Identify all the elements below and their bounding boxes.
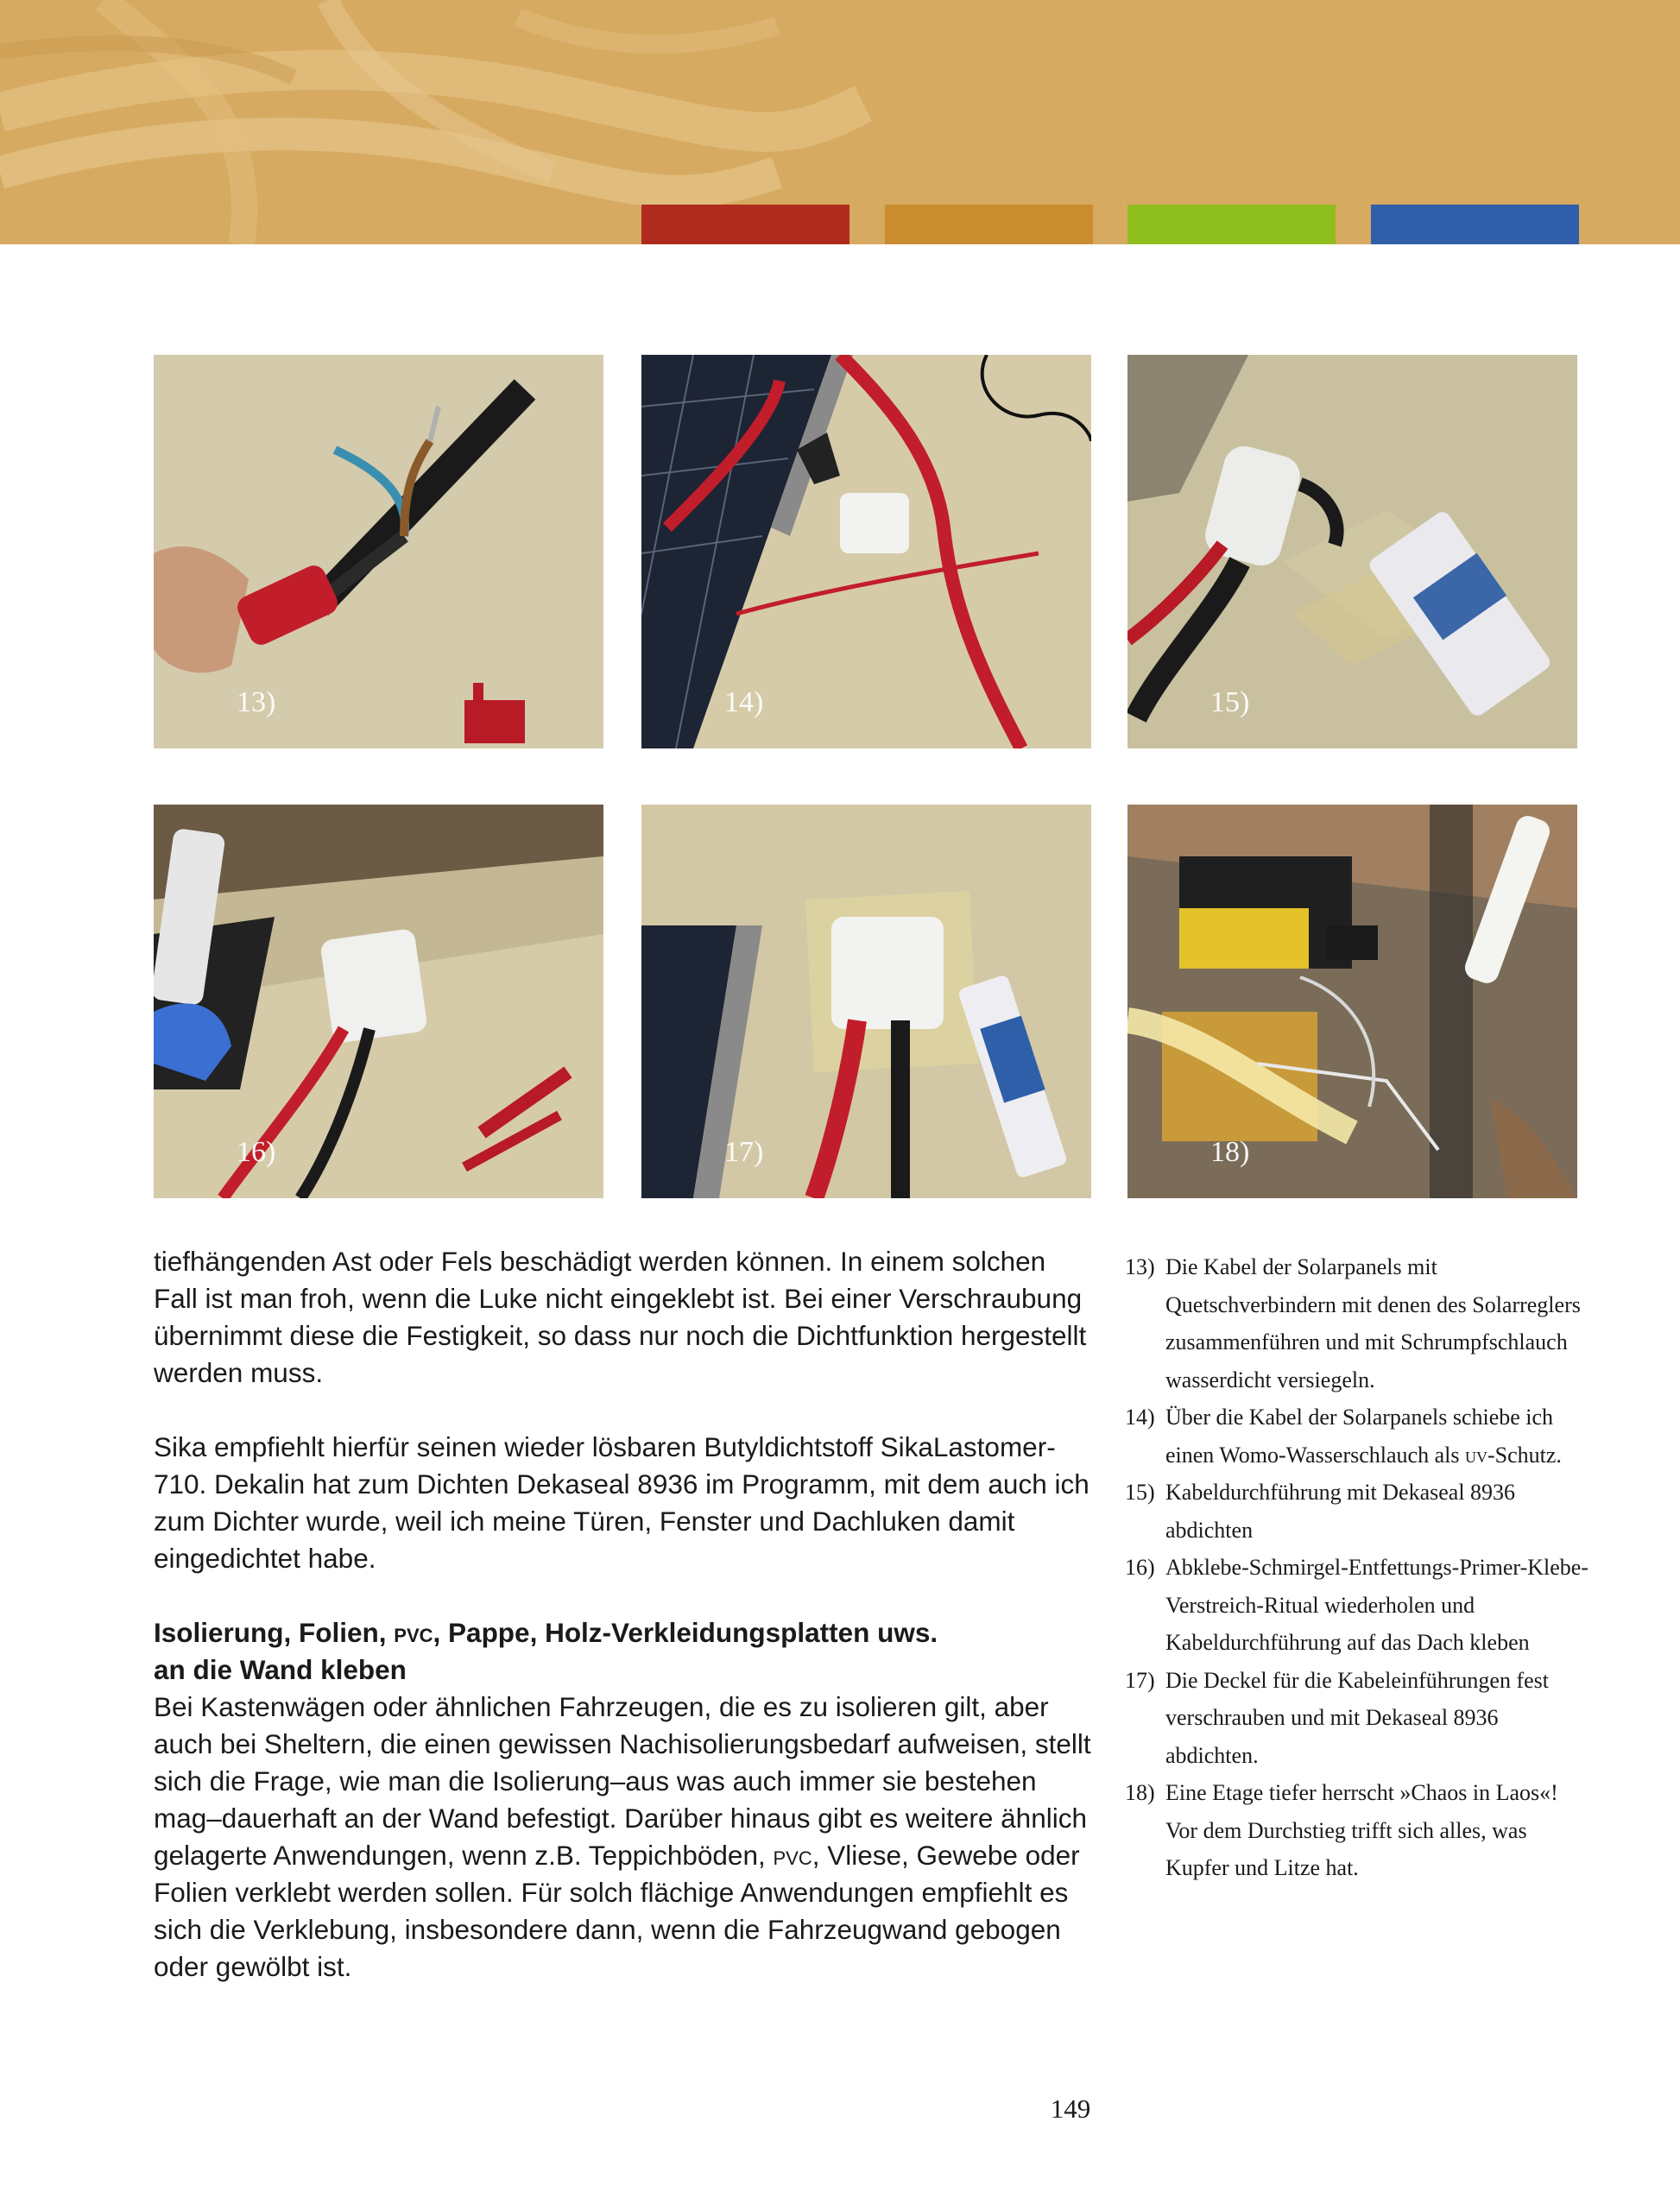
heading-part: Isolierung, Folien, — [154, 1617, 395, 1648]
section-heading — [154, 1614, 1095, 1689]
caption-16 — [1125, 1549, 1591, 1662]
paragraph-part: , Vliese, Gewebe oder Folien verklebt werden sollen. Für solch flächige Anwendungen empfiehlt es sich die Verklebung, insbesondere dann, wenn die Fahrzeugwand gebogen oder gewölbt ist. — [154, 1840, 1080, 1982]
caption-number: 17) — [1125, 1667, 1155, 1693]
caption-number: 13) — [1125, 1254, 1155, 1279]
photo-label: 16) — [237, 1136, 276, 1168]
heading-part: , Pappe, Holz-Verkleidungsplatten uws. — [433, 1617, 938, 1648]
photo-label: 17) — [724, 1136, 764, 1168]
photo-15 — [1127, 355, 1577, 748]
body-paragraph: tiefhängenden Ast oder Fels beschädigt werden können. In einem solchen Fall ist man froh, wenn die Luke nicht eingeklebt ist. Bei einer Verschraubung übernimmt diese die Festigkeit, so dass nur noch die Dichtfunktion hergestellt werden muss. — [154, 1246, 1087, 1388]
photo-label: 15) — [1210, 686, 1250, 718]
caption-text: Abklebe-Schmirgel-Entfettungs-Primer-Klebe-Verstreich-Ritual wiederholen und Kabeldurchführung auf das Dach kleben — [1165, 1555, 1588, 1655]
heading-part: an die Wand kleben — [154, 1654, 407, 1685]
page-number: 149 — [1050, 2093, 1091, 2124]
photo-18 — [1127, 805, 1577, 1198]
photo-14 — [641, 355, 1091, 748]
paragraph-part: Bei Kastenwägen oder ähnlichen Fahrzeugen, die es zu isolieren gilt, aber auch bei Sheltern, die einen gewissen Nachisolierungsbedarf aufweisen, stellt sich die Frage, wie man die Isolierung–aus was auch immer sie bestehen mag–dauerhaft an der Wand befestigt. Darüber hinaus gibt es weitere ähnlich gelagerte Anwendungen, wenn z.B. Teppichböden, — [154, 1691, 1091, 1871]
heading-part: pvc — [394, 1617, 433, 1648]
caption-number: 14) — [1125, 1405, 1155, 1430]
caption-part: -Schutz. — [1487, 1442, 1562, 1468]
photo-captions — [1125, 1248, 1591, 1887]
caption-number: 15) — [1125, 1480, 1155, 1505]
color-tab-green — [1127, 205, 1336, 244]
color-tab-orange — [885, 205, 1093, 244]
color-tab-red — [641, 205, 849, 244]
caption-part: uv — [1464, 1442, 1487, 1468]
caption-text: Kabeldurchführung mit Dekaseal 8936 abdichten — [1165, 1480, 1516, 1543]
photo-label: 14) — [724, 686, 764, 718]
caption-text: Die Deckel für die Kabeleinführungen fest verschrauben und mit Dekaseal 8936 abdichten. — [1165, 1667, 1549, 1768]
caption-13 — [1125, 1248, 1591, 1399]
caption-number: 16) — [1125, 1555, 1155, 1580]
caption-number: 18) — [1125, 1780, 1155, 1805]
caption-text: Die Kabel der Solarpanels mit Quetschverbindern mit denen des Solarreglers zusammenführen und mit Schrumpfschlauch wasserdicht versiegeln. — [1165, 1254, 1581, 1392]
body-text — [154, 1243, 1095, 1986]
caption-17 — [1125, 1662, 1591, 1775]
photo-16 — [154, 805, 603, 1198]
caption-15 — [1125, 1474, 1591, 1549]
color-tab-blue — [1371, 205, 1579, 244]
header-banner — [0, 0, 1680, 244]
photo-label: 18) — [1210, 1136, 1250, 1168]
photo-17 — [641, 805, 1091, 1198]
photo-13 — [154, 355, 603, 748]
photo-label: 13) — [237, 686, 276, 718]
caption-part: Über die Kabel der Solarpanels schiebe ich einen Womo-Wasserschlauch als — [1165, 1405, 1554, 1468]
caption-text: Eine Etage tiefer herrscht »Chaos in Laos«! Vor dem Durchstieg trifft sich alles, was Kupfer und Litze hat. — [1165, 1780, 1558, 1880]
body-paragraph — [154, 1689, 1095, 1986]
paragraph-part: pvc — [773, 1840, 812, 1871]
caption-text — [1165, 1399, 1591, 1474]
caption-18 — [1125, 1774, 1591, 1887]
body-paragraph: Sika empfiehlt hierfür seinen wieder lösbaren Butyldichtstoff SikaLastomer-710. Dekalin hat zum Dichten Dekaseal 8936 im Programm, mit dem auch ich zum Dichter wurde, weil ich meine Türen, Fenster und Dachluken damit eingedichtet habe. — [154, 1431, 1089, 1574]
caption-14 — [1125, 1399, 1591, 1474]
